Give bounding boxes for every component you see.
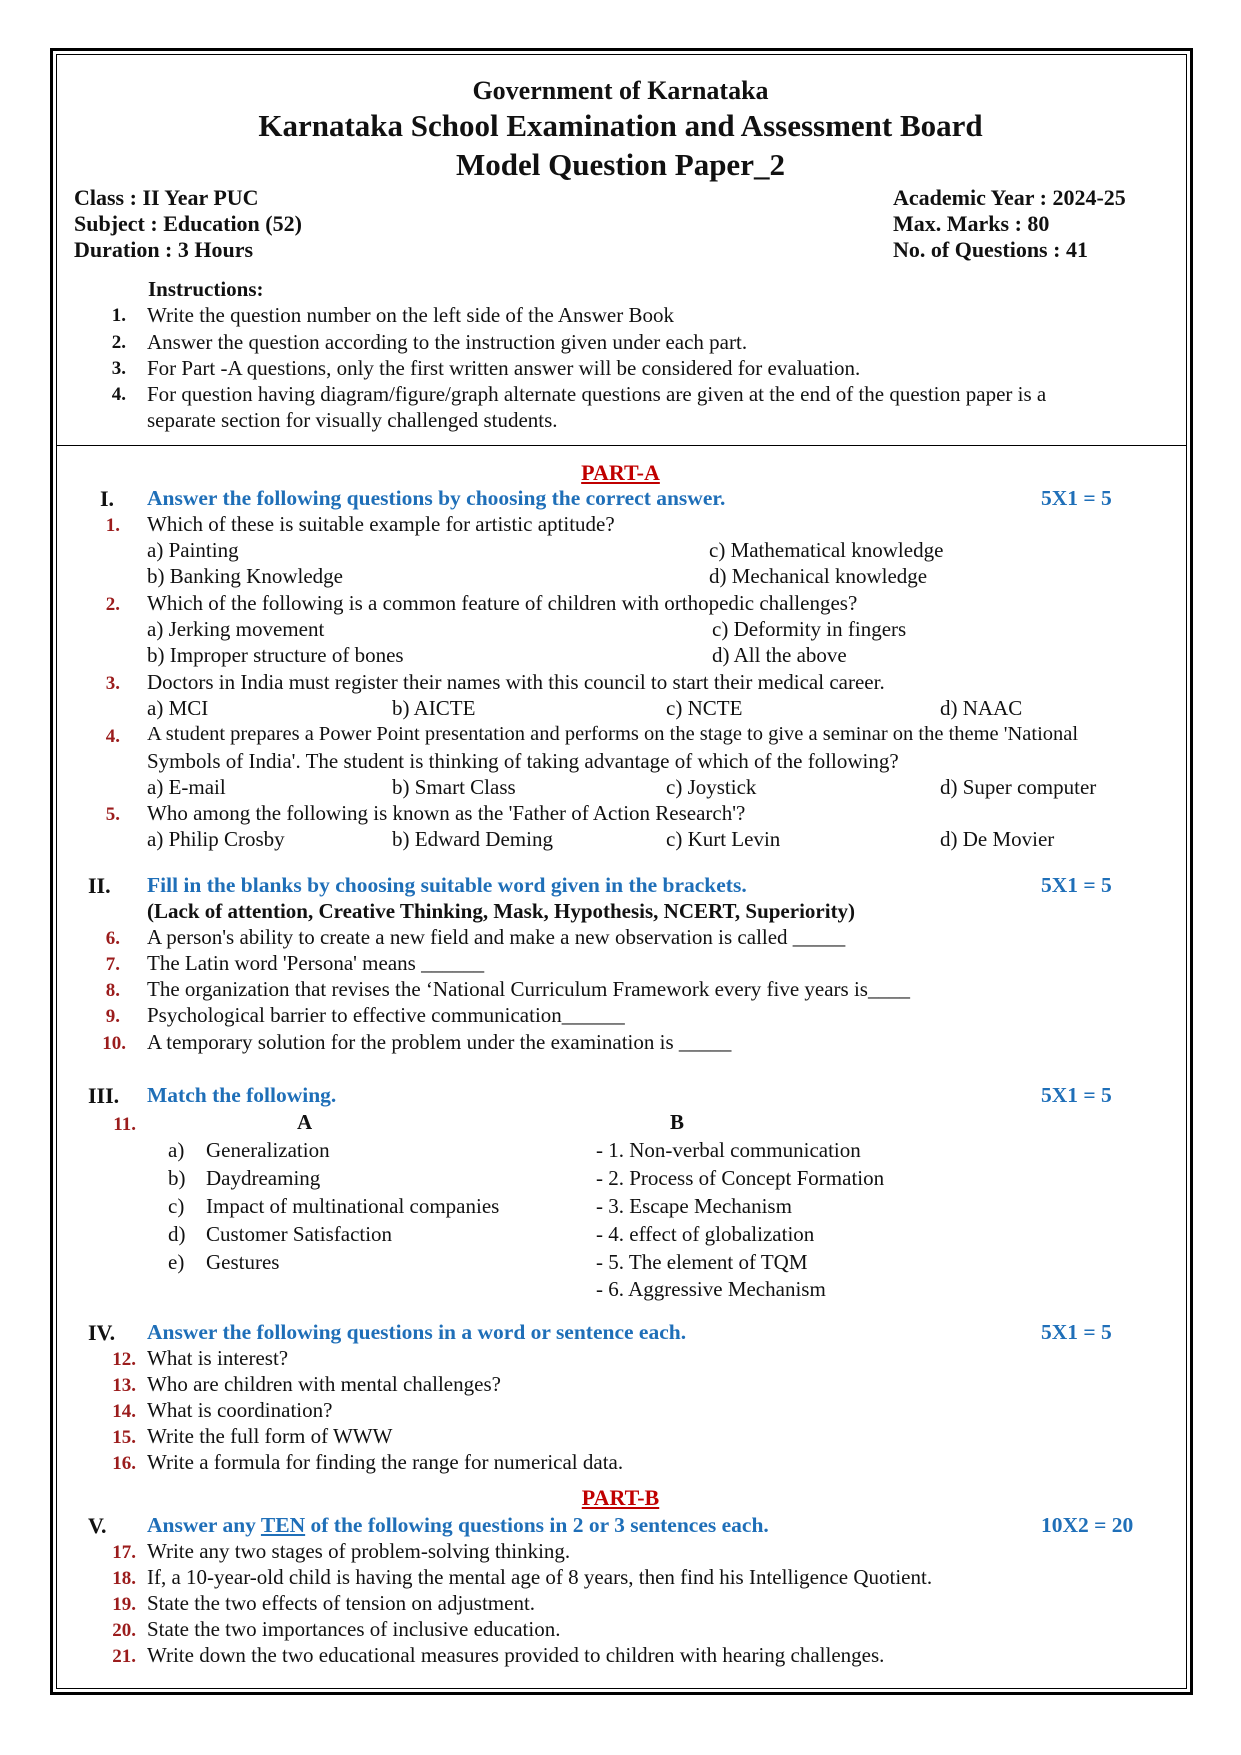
- option-a: a) Painting: [147, 538, 239, 562]
- meta-max-marks: Max. Marks : 80: [893, 211, 1050, 236]
- question-text: Write any two stages of problem-solving thinking.: [147, 1539, 571, 1563]
- section-roman: V.: [88, 1513, 107, 1538]
- meta-subject: Subject : Education (52): [74, 211, 302, 236]
- meta-num-questions: No. of Questions : 41: [893, 237, 1088, 262]
- match-item-b: - 2. Process of Concept Formation: [596, 1166, 885, 1190]
- option-d: d) Mechanical knowledge: [709, 564, 928, 588]
- meta-duration: Duration : 3 Hours: [74, 237, 254, 262]
- header-government: Government of Karnataka: [472, 76, 769, 105]
- question-text: State the two importances of inclusive education.: [147, 1617, 561, 1641]
- section-marks: 5X1 = 5: [1041, 1083, 1112, 1107]
- question-number: 20.: [112, 1620, 136, 1641]
- question-text: Who are children with mental challenges?: [147, 1372, 501, 1396]
- question-text: State the two effects of tension on adjustment.: [147, 1591, 536, 1615]
- match-item-b: - 6. Aggressive Mechanism: [596, 1277, 826, 1301]
- question-text-cont: Symbols of India'. The student is thinking of taking advantage of which of the following?: [147, 749, 899, 773]
- match-key: c): [168, 1194, 185, 1218]
- match-item-b: - 4. effect of globalization: [596, 1222, 815, 1246]
- match-item-a: Daydreaming: [206, 1166, 321, 1190]
- match-item-b: - 3. Escape Mechanism: [596, 1194, 792, 1218]
- question-number: 18.: [112, 1568, 136, 1589]
- question-text: If, a 10-year-old child is having the mental age of 8 years, then find his Intelligence Quotient.: [147, 1565, 933, 1589]
- question-text: What is interest?: [147, 1346, 289, 1370]
- question-number: 7.: [105, 954, 120, 975]
- question-number: 19.: [112, 1594, 136, 1615]
- section-heading: Fill in the blanks by choosing suitable word given in the brackets.: [147, 873, 747, 897]
- match-column-a-header: A: [297, 1110, 313, 1134]
- fill-word-bank: (Lack of attention, Creative Thinking, Mask, Hypothesis, NCERT, Superiority): [147, 899, 856, 923]
- option-d: d) NAAC: [940, 696, 1023, 720]
- match-item-b: - 1. Non-verbal communication: [596, 1138, 861, 1162]
- part-b-title: PART-B: [581, 1485, 660, 1510]
- meta-class: Class : II Year PUC: [74, 185, 259, 210]
- option-a: a) E-mail: [147, 775, 226, 799]
- question-number: 9.: [105, 1006, 120, 1027]
- section-marks: 10X2 = 20: [1041, 1513, 1134, 1537]
- question-number: 17.: [112, 1542, 136, 1563]
- match-item-a: Impact of multinational companies: [206, 1194, 500, 1218]
- question-text: A temporary solution for the problem under the examination is _____: [147, 1030, 732, 1054]
- question-text: Which of the following is a common feature of children with orthopedic challenges?: [147, 591, 858, 615]
- question-number: 10.: [102, 1033, 126, 1054]
- meta-academic-year: Academic Year : 2024-25: [893, 185, 1126, 210]
- option-a: a) Jerking movement: [147, 617, 325, 641]
- question-number: 2.: [105, 594, 120, 615]
- section-heading: Match the following.: [147, 1083, 337, 1107]
- section-heading: Answer any TEN of the following questions in 2 or 3 sentences each.: [147, 1513, 769, 1537]
- option-b: b) Edward Deming: [392, 827, 553, 851]
- option-a: a) Philip Crosby: [147, 827, 285, 851]
- section-marks: 5X1 = 5: [1041, 1320, 1112, 1344]
- question-number: 21.: [112, 1646, 136, 1667]
- section-roman: II.: [88, 873, 111, 898]
- section-marks: 5X1 = 5: [1041, 486, 1112, 510]
- option-d: d) Super computer: [940, 775, 1097, 799]
- section-roman: I.: [100, 486, 115, 511]
- option-b: b) Smart Class: [392, 775, 516, 799]
- question-number: 4.: [105, 726, 120, 747]
- question-text: Psychological barrier to effective communication______: [147, 1003, 625, 1027]
- option-b: b) Improper structure of bones: [147, 643, 404, 667]
- option-c: c) Deformity in fingers: [712, 617, 907, 641]
- question-text: Write down the two educational measures provided to children with hearing challenges.: [147, 1643, 885, 1667]
- option-b: b) AICTE: [392, 696, 476, 720]
- question-text: The organization that revises the ‘National Curriculum Framework every five years is____: [147, 977, 910, 1001]
- question-number: 3.: [105, 673, 120, 694]
- match-item-a: Gestures: [206, 1250, 280, 1274]
- question-text: Which of these is suitable example for artistic aptitude?: [147, 512, 615, 536]
- question-text: The Latin word 'Persona' means ______: [147, 951, 485, 975]
- header-board: Karnataka School Examination and Assessment Board: [258, 108, 983, 143]
- question-number: 8.: [105, 980, 120, 1001]
- match-key: d): [168, 1222, 186, 1246]
- section-roman: III.: [88, 1083, 120, 1108]
- question-text: Doctors in India must register their names with this council to start their medical career.: [147, 670, 885, 694]
- question-number: 1.: [105, 515, 120, 536]
- question-text: A student prepares a Power Point presentation and performs on the stage to give a seminar on the theme 'National: [147, 723, 1079, 745]
- option-b: b) Banking Knowledge: [147, 564, 343, 588]
- question-number: 14.: [112, 1401, 136, 1422]
- match-column-b-header: B: [670, 1110, 685, 1134]
- option-c: c) Kurt Levin: [666, 827, 781, 851]
- question-number: 16.: [112, 1453, 136, 1474]
- instructions-title: Instructions:: [148, 277, 264, 301]
- match-key: a): [168, 1138, 185, 1162]
- match-item-b: - 5. The element of TQM: [596, 1250, 808, 1274]
- option-d: d) All the above: [712, 643, 847, 667]
- match-key: b): [168, 1166, 186, 1190]
- section-heading: Answer the following questions by choosing the correct answer.: [147, 486, 726, 510]
- match-item-a: Generalization: [206, 1138, 330, 1162]
- option-c: c) Mathematical knowledge: [709, 538, 944, 562]
- option-d: d) De Movier: [940, 827, 1055, 851]
- option-c: c) NCTE: [666, 696, 743, 720]
- part-a-title: PART-A: [581, 460, 660, 485]
- match-key: e): [168, 1250, 185, 1274]
- question-number: 11.: [113, 1114, 136, 1135]
- question-text: What is coordination?: [147, 1398, 333, 1422]
- question-text: A person's ability to create a new field and make a new observation is called _____: [147, 925, 846, 949]
- option-c: c) Joystick: [666, 775, 757, 799]
- question-number: 15.: [112, 1427, 136, 1448]
- question-number: 12.: [112, 1349, 136, 1370]
- section-roman: IV.: [88, 1320, 116, 1345]
- question-text: Who among the following is known as the 'Father of Action Research'?: [147, 801, 746, 825]
- match-item-a: Customer Satisfaction: [206, 1222, 393, 1246]
- option-a: a) MCI: [147, 696, 209, 720]
- question-number: 13.: [112, 1375, 136, 1396]
- question-number: 6.: [105, 928, 120, 949]
- header-paper-title: Model Question Paper_2: [456, 147, 785, 182]
- section-marks: 5X1 = 5: [1041, 873, 1112, 897]
- question-text: Write a formula for finding the range for numerical data.: [147, 1450, 624, 1474]
- question-text: Write the full form of WWW: [147, 1424, 393, 1448]
- section-heading: Answer the following questions in a word or sentence each.: [147, 1320, 687, 1344]
- question-number: 5.: [105, 804, 120, 825]
- header-divider: [56, 445, 1187, 446]
